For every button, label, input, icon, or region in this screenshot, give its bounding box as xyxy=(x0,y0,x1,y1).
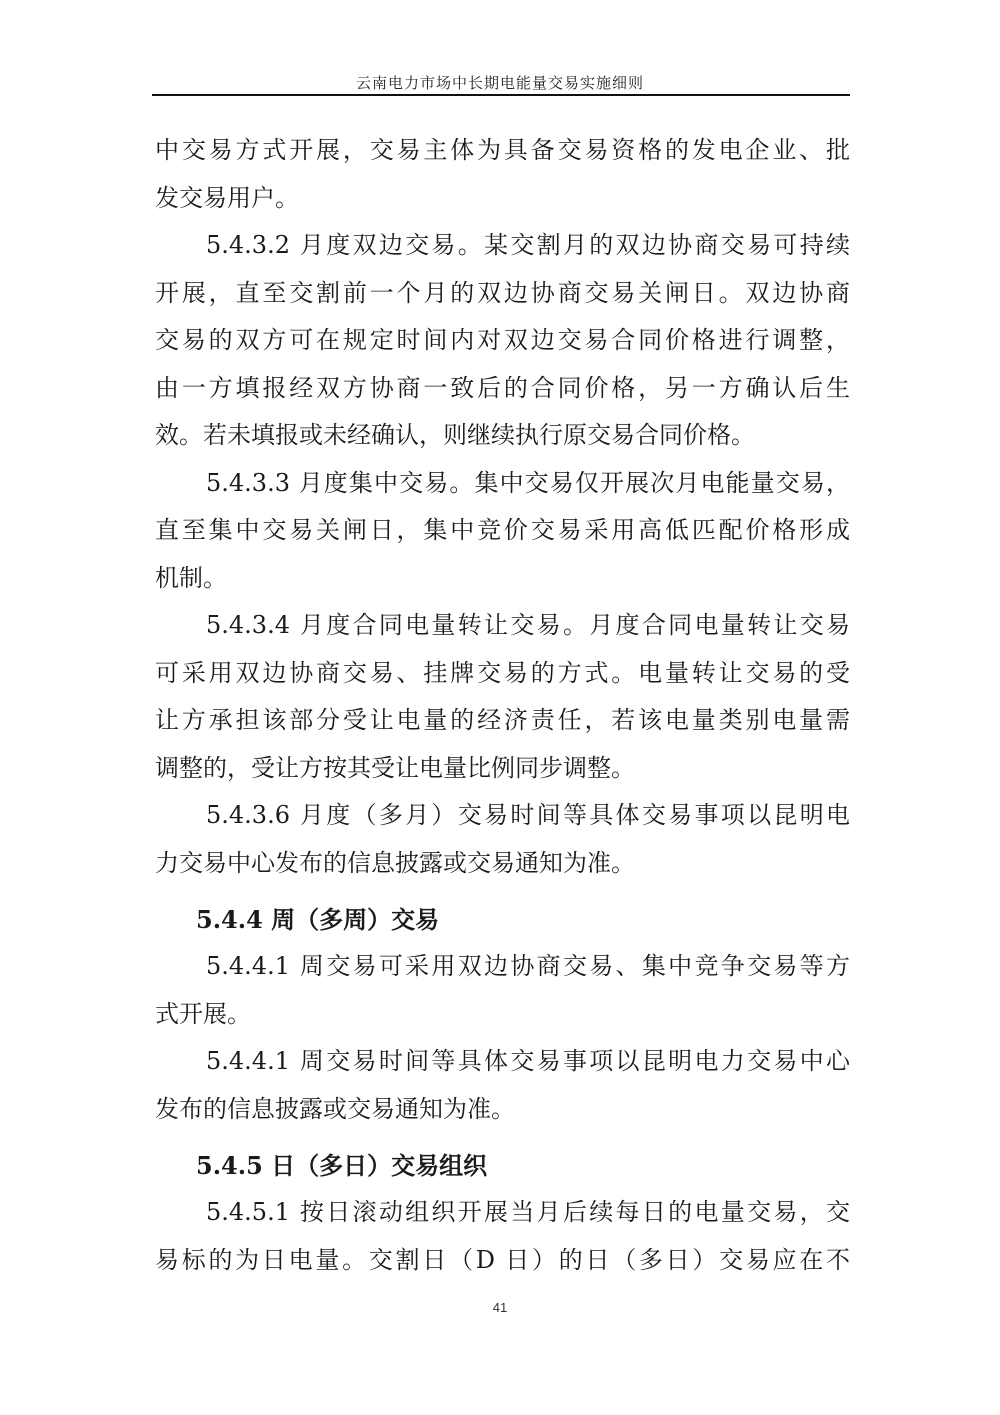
section-heading-5-4-4: 5.4.4 周（多周）交易 xyxy=(196,905,440,934)
page-number: 41 xyxy=(492,1300,508,1315)
paragraph-5-4-5-1-line: 5.4.5.1 按日滚动组织开展当月后续每日的电量交易，交 xyxy=(206,1198,850,1226)
paragraph-5-4-3-3-line: 5.4.3.3 月度集中交易。集中交易仅开展次月电能量交易， xyxy=(206,468,850,497)
section-heading-5-4-5: 5.4.5 日（多日）交易组织 xyxy=(196,1151,488,1180)
running-header-title: 云南电力市场中长期电能量交易实施细则 xyxy=(355,74,644,92)
text-line: 可采用双边协商交易、挂牌交易的方式。电量转让交易的受 xyxy=(155,658,850,687)
text-line: 式开展。 xyxy=(155,999,251,1028)
text-line: 易标的为日电量。交割日（D 日）的日（多日）交易应在不 xyxy=(155,1245,850,1274)
text-line: 发交易用户。 xyxy=(155,183,299,212)
paragraph-5-4-3-4-line: 5.4.3.4 月度合同电量转让交易。月度合同电量转让交易 xyxy=(206,611,850,639)
text-line: 让方承担该部分受让电量的经济责任，若该电量类别电量需 xyxy=(155,706,850,734)
body-text xyxy=(155,127,850,1284)
text-line: 开展，直至交割前一个月的双边协商交易关闸日。双边协商 xyxy=(155,278,850,307)
paragraph-5-4-4-1-line: 5.4.4.1 周交易可采用双边协商交易、集中竞争交易等方 xyxy=(206,952,850,980)
paragraph-5-4-4-1b-line: 5.4.4.1 周交易时间等具体交易事项以昆明电力交易中心 xyxy=(206,1047,850,1075)
text-line: 力交易中心发布的信息披露或交易通知为准。 xyxy=(155,848,635,877)
text-line: 机制。 xyxy=(155,563,227,592)
paragraph-5-4-3-6-line: 5.4.3.6 月度（多月）交易时间等具体交易事项以昆明电 xyxy=(206,801,850,829)
text-line: 由一方填报经双方协商一致后的合同价格，另一方确认后生 xyxy=(155,373,850,402)
text-line: 效。若未填报或未经确认，则继续执行原交易合同价格。 xyxy=(155,421,755,449)
paragraph-5-4-3-2-line: 5.4.3.2 月度双边交易。某交割月的双边协商交易可持续 xyxy=(206,231,850,259)
text-line: 调整的，受让方按其受让电量比例同步调整。 xyxy=(155,753,635,782)
text-line: 交易的双方可在规定时间内对双边交易合同价格进行调整， xyxy=(155,326,850,354)
text-line: 中交易方式开展，交易主体为具备交易资格的发电企业、批 xyxy=(155,136,850,164)
header-divider xyxy=(152,94,850,96)
text-line: 直至集中交易关闸日，集中竞价交易采用高低匹配价格形成 xyxy=(155,516,850,544)
text-line: 发布的信息披露或交易通知为准。 xyxy=(155,1094,515,1123)
